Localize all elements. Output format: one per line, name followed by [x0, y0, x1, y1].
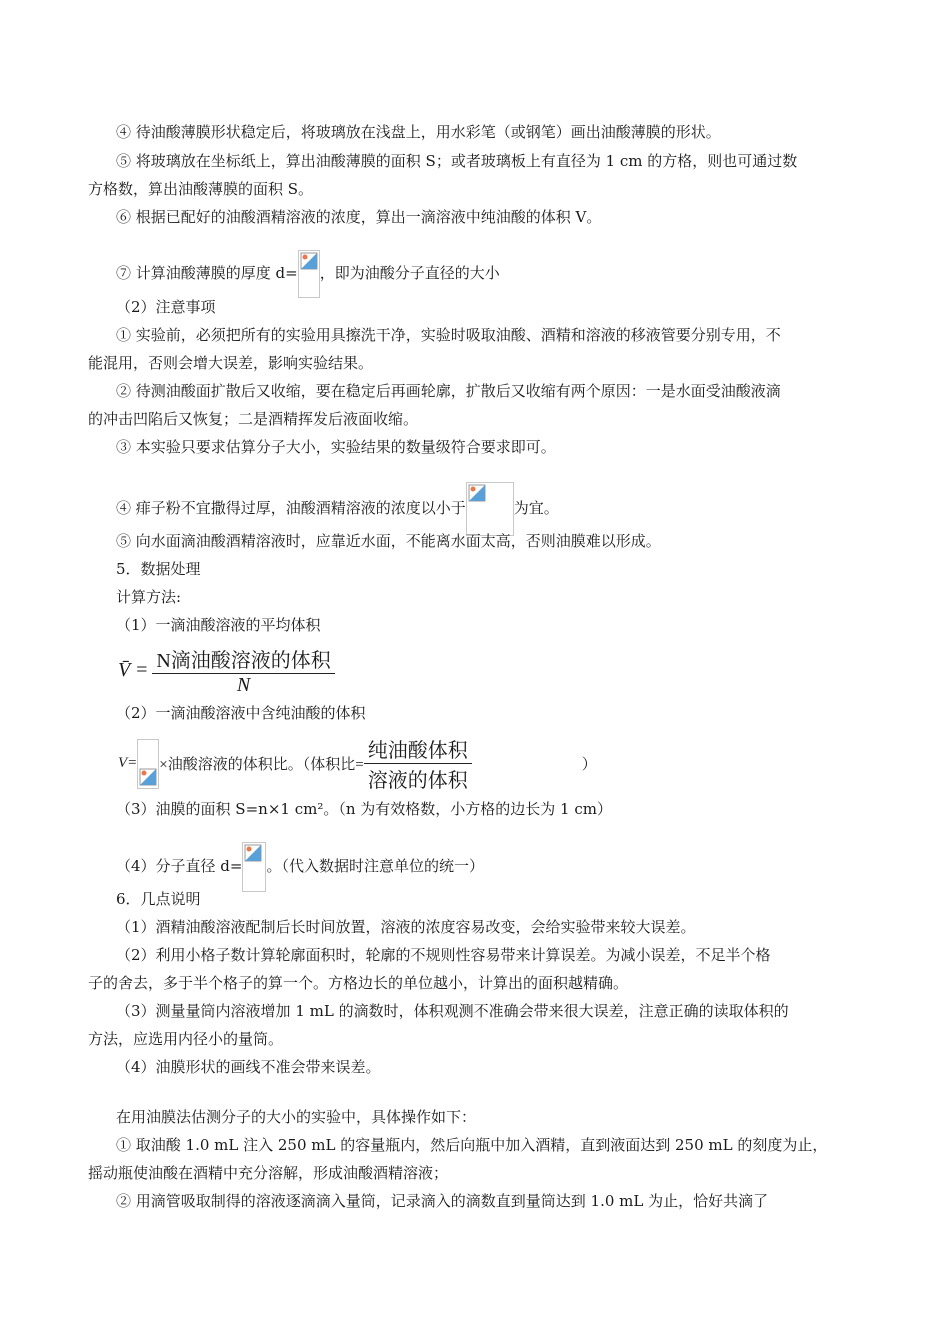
formula-image-icon — [242, 842, 266, 892]
point-2: （2）利用小格子数计算轮廓面积时，轮廓的不规则性容易带来计算误差。为减小误差，不足半个格 — [116, 946, 771, 964]
formula-image-icon — [137, 739, 159, 789]
point-2-cont: 子的舍去，多于半个格子的算一个。方格边长的单位越小，计算出的面积越精确。 — [88, 974, 629, 992]
step-4: ④ 待油酸薄膜形状稳定后，将玻璃放在浅盘上，用水彩笔（或钢笔）画出油酸薄膜的形状。 — [116, 123, 721, 141]
question-intro: 在用油膜法估测分子的大小的实验中，具体操作如下： — [116, 1108, 477, 1126]
notes-title: （2）注意事项 — [116, 298, 216, 316]
section-5-title: 5．数据处理 — [116, 560, 201, 578]
calc-2: （2）一滴油酸溶液中含纯油酸的体积 — [116, 704, 366, 722]
step-5: ⑤ 将玻璃放在坐标纸上，算出油酸薄膜的面积 S；或者玻璃板上有直径为 1 cm 的方格，则也可通过数 — [116, 152, 798, 170]
note-1: ① 实验前，必须把所有的实验用具擦洗干净，实验时吸取油酸、酒精和溶液的移液管要分别专用，不 — [116, 326, 781, 344]
formula-pure-oil-volume: V= ×油酸溶液的体积比。（体积比= $\frac{\text{纯油酸体积}}{\text{溶液的体积}}$ ） — [118, 734, 597, 793]
step-6: ⑥ 根据已配好的油酸酒精溶液的浓度，算出一滴溶液中纯油酸的体积 V。 — [116, 208, 602, 226]
point-1: （1）酒精油酸溶液配制后长时间放置，溶液的浓度容易改变，会给实验带来较大误差。 — [116, 918, 696, 936]
question-step-1-cont: 摇动瓶使油酸在酒精中充分溶解，形成油酸酒精溶液； — [88, 1164, 449, 1182]
calc-4: （4）分子直径 d= 。（代入数据时注意单位的统一） — [116, 842, 866, 892]
calc-3: （3）油膜的面积 S=n×1 cm²。（n 为有效格数，小方格的边长为 1 cm） — [116, 800, 612, 818]
note-1-cont: 能混用，否则会增大误差，影响实验结果。 — [88, 354, 374, 372]
formula-avg-volume: V̄ = $\frac{\text{N滴油酸溶液的体积}}{N}$ — [118, 644, 335, 697]
question-step-2: ② 用滴管吸取制得的溶液逐滴滴入量筒，记录滴入的滴数直到量筒达到 1.0 mL 为止，恰好共滴了 — [116, 1192, 769, 1210]
point-3-cont: 方法，应选用内径小的量筒。 — [88, 1030, 284, 1048]
note-3: ③ 本实验只要求估算分子大小，实验结果的数量级符合要求即可。 — [116, 438, 556, 456]
step-5-cont: 方格数，算出油酸薄膜的面积 S。 — [88, 180, 314, 198]
point-3: （3）测量量筒内溶液增加 1 mL 的滴数时，体积观测不准确会带来很大误差，注意正确的读取体积的 — [116, 1002, 789, 1020]
step-7: ⑦ 计算油酸薄膜的厚度 d= ，即为油酸分子直径的大小 — [116, 250, 866, 298]
note-4: ④ 痱子粉不宜撒得过厚，油酸酒精溶液的浓度以小于 为宜。 — [116, 482, 866, 536]
question-step-1: ① 取油酸 1.0 mL 注入 250 mL 的容量瓶内，然后向瓶中加入酒精，直到液面达到 250 mL 的刻度为止， — [116, 1136, 828, 1154]
formula-image-icon — [298, 250, 320, 298]
note-2: ② 待测油酸面扩散后又收缩，要在稳定后再画轮廓，扩散后又收缩有两个原因：一是水面受油酸液滴 — [116, 382, 781, 400]
calc-method: 计算方法: — [116, 588, 182, 606]
section-6-title: 6．几点说明 — [116, 890, 201, 908]
formula-image-icon — [466, 482, 514, 536]
point-4: （4）油膜形状的画线不准会带来误差。 — [116, 1058, 381, 1076]
calc-1: （1）一滴油酸溶液的平均体积 — [116, 616, 321, 634]
note-5: ⑤ 向水面滴油酸酒精溶液时，应靠近水面，不能离水面太高，否则油膜难以形成。 — [116, 532, 661, 550]
note-2-cont: 的冲击凹陷后又恢复；二是酒精挥发后液面收缩。 — [88, 410, 419, 428]
